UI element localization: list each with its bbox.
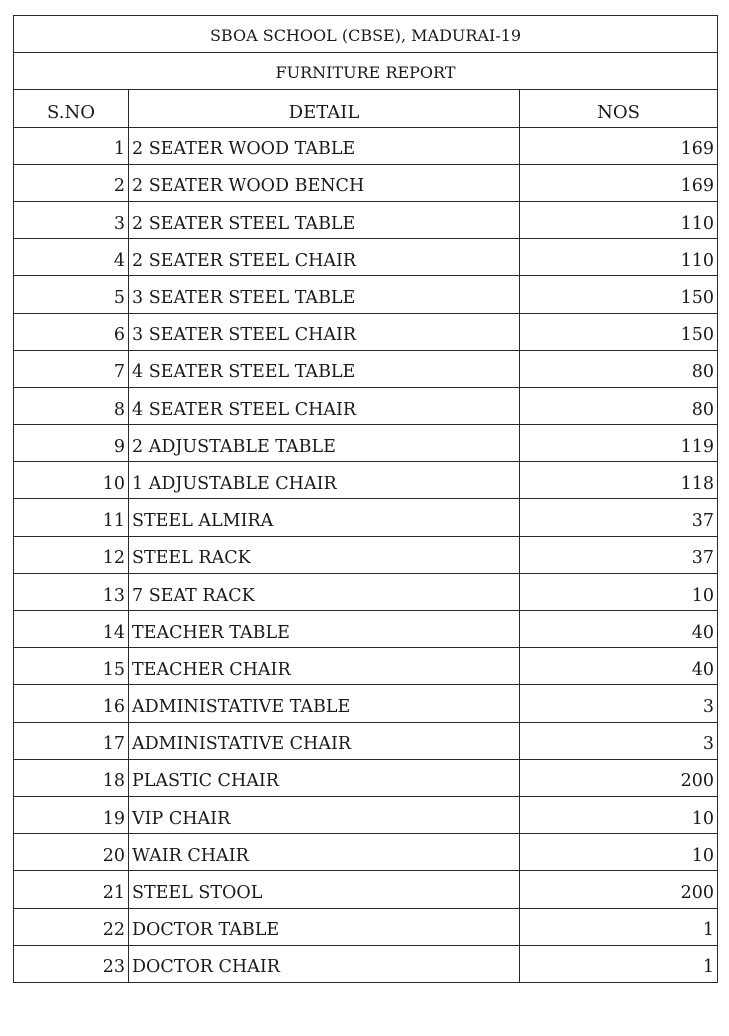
row-nos: 169 [520,127,718,164]
row-sno: 8 [14,387,129,424]
row-nos: 150 [520,276,718,313]
row-detail: 2 SEATER STEEL CHAIR [129,239,520,276]
table-row [14,796,718,833]
row-sno: 6 [14,313,129,350]
report-title-row [14,53,718,90]
row-sno: 11 [14,499,129,536]
row-nos: 10 [520,834,718,871]
row-sno: 21 [14,871,129,908]
row-detail: 7 SEAT RACK [129,573,520,610]
row-nos: 169 [520,164,718,201]
row-nos: 10 [520,573,718,610]
row-sno: 23 [14,945,129,982]
row-nos: 110 [520,201,718,238]
column-header-nos: NOS [520,90,718,127]
table-row [14,722,718,759]
row-detail: 3 SEATER STEEL TABLE [129,276,520,313]
row-nos: 1 [520,908,718,945]
report-table-body [14,16,718,983]
row-nos: 80 [520,350,718,387]
row-detail: ADMINISTATIVE TABLE [129,685,520,722]
table-row [14,127,718,164]
row-nos: 150 [520,313,718,350]
table-row [14,685,718,722]
row-nos: 110 [520,239,718,276]
row-nos: 10 [520,796,718,833]
table-row [14,573,718,610]
table-row [14,201,718,238]
table-row [14,387,718,424]
row-detail: 2 SEATER WOOD TABLE [129,127,520,164]
row-sno: 20 [14,834,129,871]
row-sno: 18 [14,759,129,796]
row-detail: DOCTOR CHAIR [129,945,520,982]
row-detail: STEEL RACK [129,536,520,573]
table-row [14,313,718,350]
table-row [14,276,718,313]
row-nos: 40 [520,648,718,685]
row-sno: 7 [14,350,129,387]
row-nos: 200 [520,871,718,908]
column-header-detail: DETAIL [129,90,520,127]
row-sno: 17 [14,722,129,759]
row-nos: 3 [520,722,718,759]
school-name-row [14,16,718,53]
row-detail: 4 SEATER STEEL CHAIR [129,387,520,424]
row-detail: TEACHER CHAIR [129,648,520,685]
table-row [14,164,718,201]
row-nos: 1 [520,945,718,982]
school-name: SBOA SCHOOL (CBSE), MADURAI-19 [14,16,718,53]
row-detail: 2 ADJUSTABLE TABLE [129,425,520,462]
row-sno: 13 [14,573,129,610]
row-nos: 37 [520,499,718,536]
row-sno: 15 [14,648,129,685]
column-header-sno: S.NO [14,90,129,127]
column-header-row [14,90,718,127]
row-sno: 22 [14,908,129,945]
table-row [14,462,718,499]
row-nos: 37 [520,536,718,573]
table-row [14,648,718,685]
row-detail: STEEL ALMIRA [129,499,520,536]
table-row [14,425,718,462]
row-sno: 4 [14,239,129,276]
row-sno: 14 [14,611,129,648]
row-detail: TEACHER TABLE [129,611,520,648]
row-detail: PLASTIC CHAIR [129,759,520,796]
furniture-report-table [13,15,718,983]
row-nos: 119 [520,425,718,462]
row-sno: 10 [14,462,129,499]
table-row [14,945,718,982]
row-detail: VIP CHAIR [129,796,520,833]
table-row [14,908,718,945]
row-detail: 4 SEATER STEEL TABLE [129,350,520,387]
row-sno: 9 [14,425,129,462]
row-detail: DOCTOR TABLE [129,908,520,945]
table-row [14,611,718,648]
report-title: FURNITURE REPORT [14,53,718,90]
table-row [14,239,718,276]
row-detail: ADMINISTATIVE CHAIR [129,722,520,759]
row-detail: STEEL STOOL [129,871,520,908]
row-sno: 1 [14,127,129,164]
row-detail: 2 SEATER STEEL TABLE [129,201,520,238]
table-row [14,834,718,871]
row-sno: 3 [14,201,129,238]
table-row [14,871,718,908]
row-sno: 5 [14,276,129,313]
row-detail: 2 SEATER WOOD BENCH [129,164,520,201]
table-row [14,499,718,536]
row-detail: 3 SEATER STEEL CHAIR [129,313,520,350]
row-nos: 80 [520,387,718,424]
table-row [14,759,718,796]
table-row [14,350,718,387]
row-nos: 118 [520,462,718,499]
row-detail: 1 ADJUSTABLE CHAIR [129,462,520,499]
row-nos: 200 [520,759,718,796]
table-row [14,536,718,573]
row-sno: 12 [14,536,129,573]
row-nos: 40 [520,611,718,648]
row-nos: 3 [520,685,718,722]
row-sno: 2 [14,164,129,201]
row-sno: 16 [14,685,129,722]
row-sno: 19 [14,796,129,833]
row-detail: WAIR CHAIR [129,834,520,871]
